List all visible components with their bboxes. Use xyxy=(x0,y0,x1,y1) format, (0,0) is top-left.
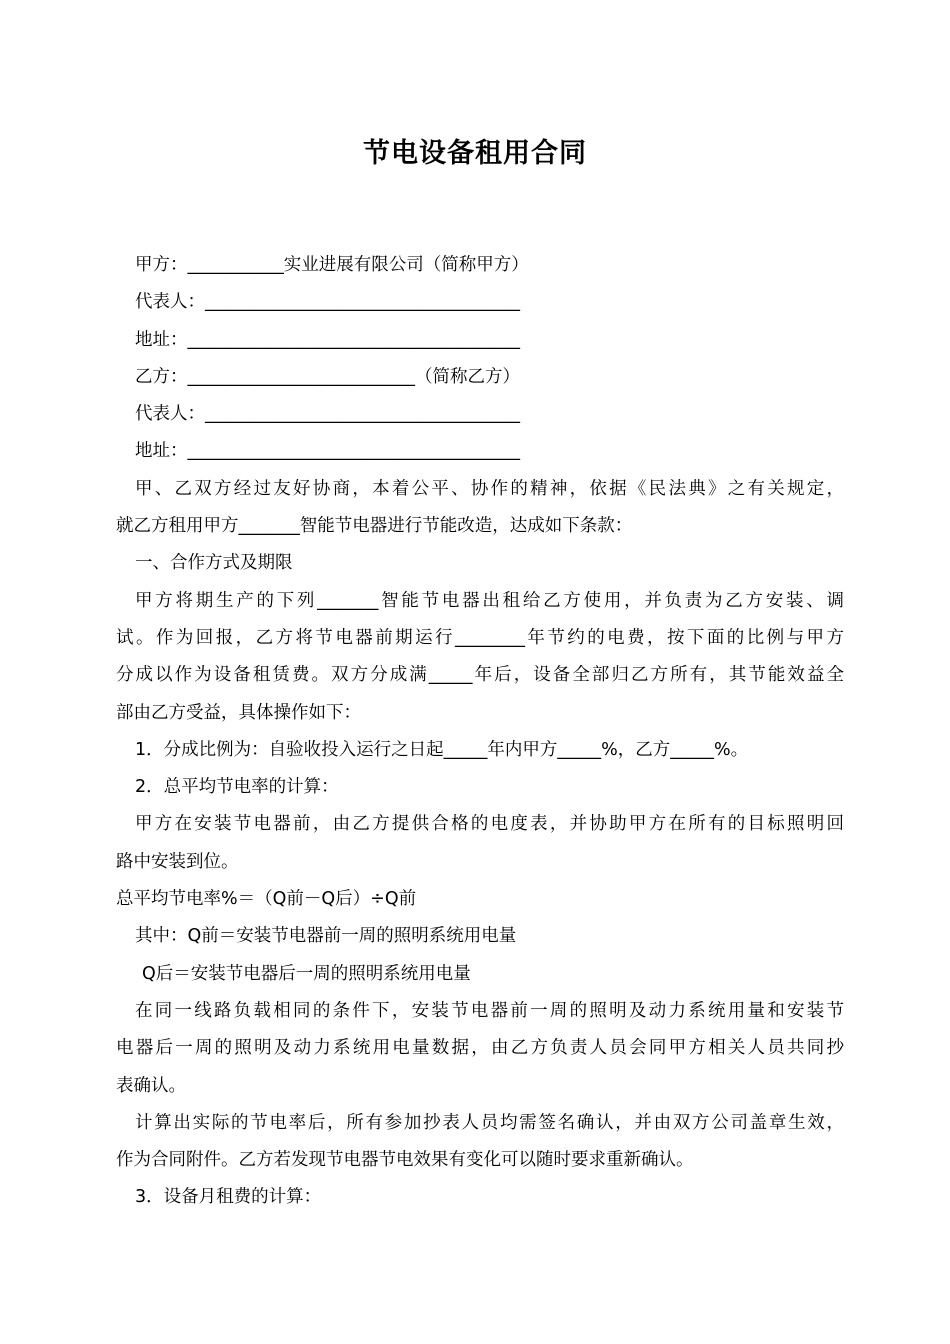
paragraph-line: 部由乙方受益，具体操作如下： xyxy=(116,702,361,723)
paragraph-line: 试。作为回报，乙方将节电器前期运行________年节约的电费，按下面的比例与甲方 xyxy=(116,627,844,648)
paragraph-line: 计算出实际的节电率后，所有参加抄表人员均需签名确认，并由双方公司盖章生效， xyxy=(135,1112,844,1133)
clause-line: 3．设备月租费的计算： xyxy=(135,1187,322,1208)
paragraph-line: 表确认。 xyxy=(116,1075,186,1096)
paragraph-line: 路中安装到位。 xyxy=(116,851,239,872)
paragraph-line: 作为合同附件。乙方若发现节电器节电效果有变化可以随时要求重新确认。 xyxy=(116,1150,694,1171)
clause-line: 2．总平均节电率的计算： xyxy=(135,777,339,798)
formula-line: 总平均节电率%＝（Q前－Q后）÷Q前 xyxy=(116,889,417,910)
paragraph-line: 甲方将期生产的下列_______智能节电器出租给乙方使用，并负责为乙方安装、调 xyxy=(135,590,844,611)
party-a-representative-line: 代表人：____________________________________ xyxy=(135,292,520,313)
preamble-line: 就乙方租用甲方_______智能节电器进行节能改造，达成如下条款： xyxy=(116,516,633,537)
clause-line: 1．分成比例为：自验收投入运行之日起_____年内甲方_____%，乙方_____%。 xyxy=(135,739,749,760)
paragraph-line: 在同一线路负载相同的条件下，安装节电器前一周的照明及动力系统用量和安装节 xyxy=(135,1000,844,1021)
paragraph-line: 分成以作为设备租赁费。双方分成满_____年后，设备全部归乙方所有，其节能效益全 xyxy=(116,665,844,686)
formula-definition-line: 其中：Q前＝安装节电器前一周的照明系统用电量 xyxy=(135,926,517,947)
preamble-line: 甲、乙双方经过友好协商，本着公平、协作的精神，依据《民法典》之有关规定， xyxy=(135,478,844,499)
party-b-line: 乙方：__________________________（简称乙方） xyxy=(135,366,520,387)
document-title: 节电设备租用合同 xyxy=(363,138,587,169)
party-a-line: 甲方：___________实业进展有限公司（简称甲方） xyxy=(135,255,529,275)
paragraph-line: 甲方在安装节电器前，由乙方提供合格的电度表，并协助甲方在所有的目标照明回 xyxy=(135,814,844,835)
party-b-address-line: 地址：______________________________________ xyxy=(135,441,520,462)
party-b-representative-line: 代表人：____________________________________ xyxy=(135,404,520,425)
party-a-address-line: 地址：______________________________________ xyxy=(135,329,520,350)
paragraph-line: 电器后一周的照明及动力系统用电量数据，由乙方负责人员会同甲方相关人员共同抄 xyxy=(116,1038,844,1059)
document-body xyxy=(116,247,844,1217)
formula-definition-line: Q后＝安装节电器后一周的照明系统用电量 xyxy=(142,963,471,984)
section-heading: 一、合作方式及期限 xyxy=(135,553,293,574)
